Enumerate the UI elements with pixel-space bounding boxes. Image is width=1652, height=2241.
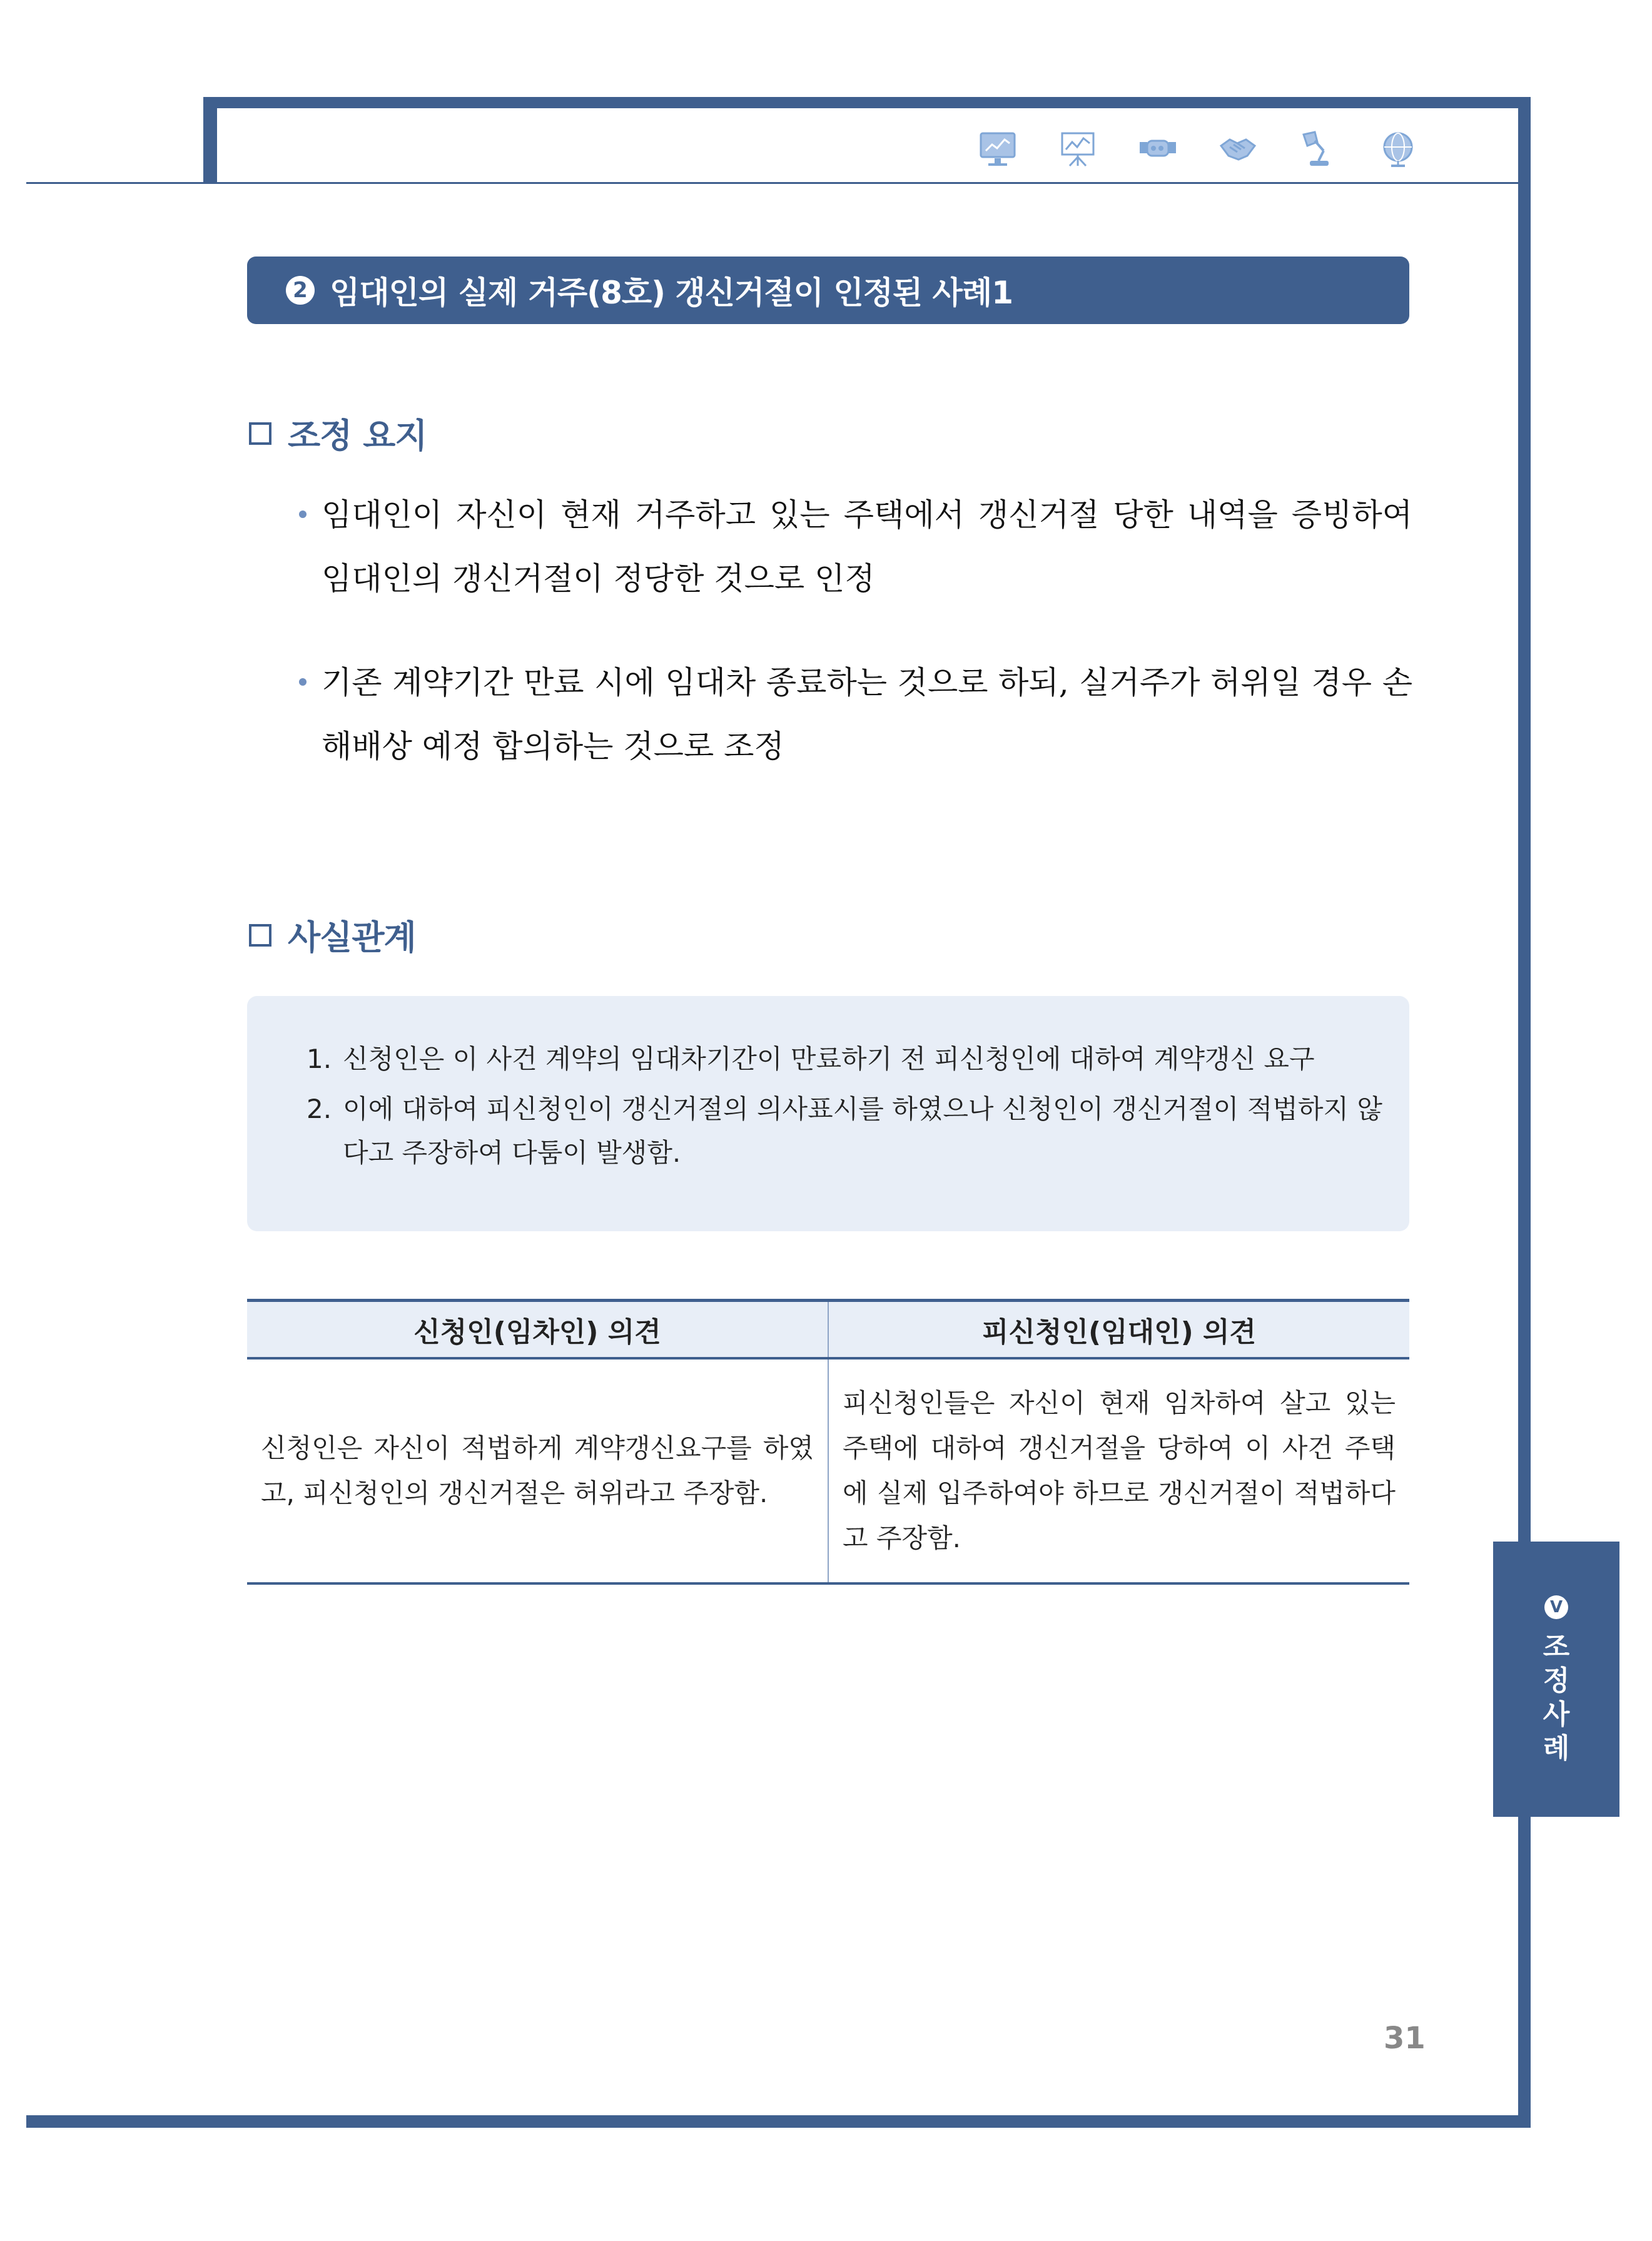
- frame-left-bar: [203, 97, 217, 183]
- checkbox-square-icon: [249, 924, 271, 947]
- summary-bullet: [299, 651, 1412, 778]
- opinions-table: [247, 1299, 1409, 1585]
- respondent-opinion-cell: 피신청인들은 자신이 현재 임차하여 살고 있는 주택에 대하여 갱신거절을 당하여 이 사건 주택에 실제 입주하여야 하므로 갱신거절이 적법하다고 주장함.: [828, 1358, 1409, 1583]
- bullet-dot-icon: [299, 678, 307, 686]
- frame-right-bar: [1518, 97, 1531, 2127]
- globe-icon: [1376, 127, 1420, 171]
- applicant-opinion-cell: 신청인은 자신이 적법하게 계약갱신요구를 하였고, 피신청인의 갱신거절은 허위라고 주장함.: [247, 1358, 828, 1583]
- table-header-row: [247, 1301, 1409, 1359]
- facts-item-number: 1.: [307, 1044, 332, 1074]
- frame-top-bar: [203, 97, 1531, 108]
- case-number-badge: 2: [286, 276, 315, 305]
- desk-lamp-icon: [1296, 127, 1340, 171]
- facts-list: [307, 1037, 1382, 1175]
- facts-item-text: 신청인은 이 사건 계약의 임대차기간이 만료하기 전 피신청인에 대하여 계약갱신 요구: [343, 1044, 1315, 1074]
- applicant-opinion-header: 신청인(임차인) 의견: [247, 1301, 828, 1359]
- chapter-label-char: 조: [1543, 1631, 1570, 1663]
- facts-box: [247, 996, 1409, 1231]
- summary-bullet: [299, 483, 1412, 611]
- chapter-roman-badge: V: [1544, 1595, 1568, 1619]
- facts-item-number: 2.: [307, 1094, 332, 1124]
- facts-heading-label: 사실관계: [288, 918, 416, 957]
- handshake-icon: [1216, 127, 1260, 171]
- case-title-bar: [247, 257, 1409, 324]
- respondent-opinion-header: 피신청인(임대인) 의견: [828, 1301, 1409, 1359]
- summary-heading-label: 조정 요지: [288, 416, 427, 455]
- facts-heading: [249, 911, 416, 959]
- monitor-chart-icon: [976, 127, 1020, 171]
- chapter-label: [1543, 1630, 1570, 1766]
- handshake-hands-icon: [1136, 127, 1180, 171]
- facts-list-item: [307, 1037, 1382, 1081]
- page-number: 31: [1384, 2021, 1426, 2056]
- presentation-board-icon: [1056, 127, 1100, 171]
- chapter-side-tab: [1493, 1542, 1619, 1817]
- table-row: [247, 1358, 1409, 1583]
- summary-bullet-text: 임대인이 자신이 현재 거주하고 있는 주택에서 갱신거절 당한 내역을 증빙하여 임대인의 갱신거절이 정당한 것으로 인정: [322, 497, 1412, 597]
- chapter-label-char: 례: [1543, 1732, 1570, 1764]
- frame-bottom-bar: [26, 2115, 1531, 2128]
- case-title: 임대인의 실제 거주(8호) 갱신거절이 인정된 사례1: [330, 275, 1013, 311]
- bullet-dot-icon: [299, 511, 307, 518]
- chapter-label-char: 정: [1543, 1665, 1570, 1697]
- summary-heading: [249, 409, 427, 457]
- chapter-label-char: 사: [1543, 1699, 1570, 1730]
- facts-item-text: 이에 대하여 피신청인이 갱신거절의 의사표시를 하였으나 신청인이 갱신거절이 적법하지 않다고 주장하여 다툼이 발생함.: [343, 1094, 1382, 1168]
- header-rule: [26, 182, 1518, 184]
- checkbox-square-icon: [249, 422, 271, 445]
- summary-bullet-text: 기존 계약기간 만료 시에 임대차 종료하는 것으로 하되, 실거주가 허위일 경우 손해배상 예정 합의하는 것으로 조정: [322, 664, 1412, 765]
- header-icon-row: [976, 127, 1420, 171]
- facts-list-item: [307, 1087, 1382, 1175]
